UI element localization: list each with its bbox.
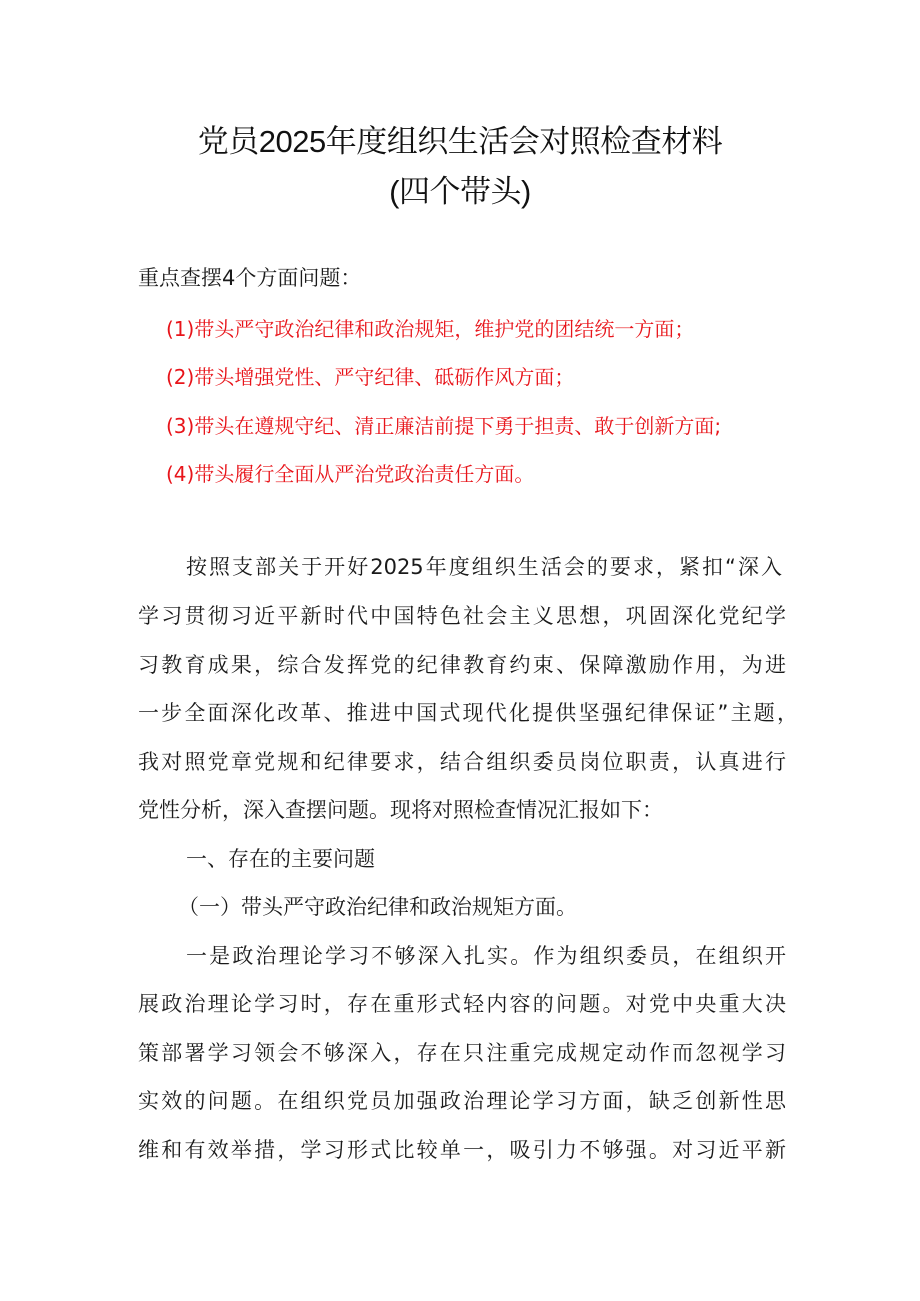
para-1-line-5: 维和有效举措，学习形式比较单一，吸引力不够强。对习近平新 — [138, 1138, 786, 1162]
para-1-line-4: 实效的问题。在组织党员加强政治理论学习方面，缺乏创新性思 — [138, 1089, 786, 1113]
document-subtitle: (四个带头) — [389, 174, 531, 209]
focus-item-3: (3)带头在遵规守纪、清正廉洁前提下勇于担责、敢于创新方面; — [166, 414, 722, 438]
para-1-line-2: 展政治理论学习时，存在重形式轻内容的问题。对党中央重大决 — [138, 992, 786, 1016]
intro-line-6: 党性分析，深入查摆问题。现将对照检查情况汇报如下： — [138, 798, 663, 822]
intro-line-5: 我对照党章党规和纪律要求，结合组织委员岗位职责，认真进行 — [138, 750, 786, 774]
focus-item-1: (1)带头严守政治纪律和政治规矩，维护党的团结统一方面； — [166, 317, 695, 341]
intro-line-2: 学习贯彻习近平新时代中国特色社会主义思想，巩固深化党纪学 — [138, 604, 786, 628]
document-title: 党员2025年度组织生活会对照检查材料 — [197, 124, 723, 159]
subsection-1-heading: （一）带头严守政治纪律和政治规矩方面。 — [178, 895, 577, 919]
para-1-line-3: 策部署学习领会不够深入，存在只注重完成规定动作而忽视学习 — [138, 1041, 786, 1065]
intro-line-1: 按照支部关于开好2025年度组织生活会的要求，紧扣“深入 — [186, 555, 782, 579]
section-1-heading: 一、存在的主要问题 — [186, 847, 375, 871]
intro-line-3: 习教育成果，综合发挥党的纪律教育约束、保障激励作用，为进 — [138, 653, 786, 677]
intro-line-4: 一步全面深化改革、推进中国式现代化提供坚强纪律保证”主题， — [138, 701, 798, 725]
focus-intro: 重点查摆4个方面问题： — [138, 266, 362, 290]
para-1-line-1: 一是政治理论学习不够深入扎实。作为组织委员，在组织开 — [186, 944, 786, 968]
focus-item-2: (2)带头增强党性、严守纪律、砥砺作风方面； — [166, 365, 575, 389]
focus-item-4: (4)带头履行全面从严治党政治责任方面。 — [166, 462, 535, 486]
